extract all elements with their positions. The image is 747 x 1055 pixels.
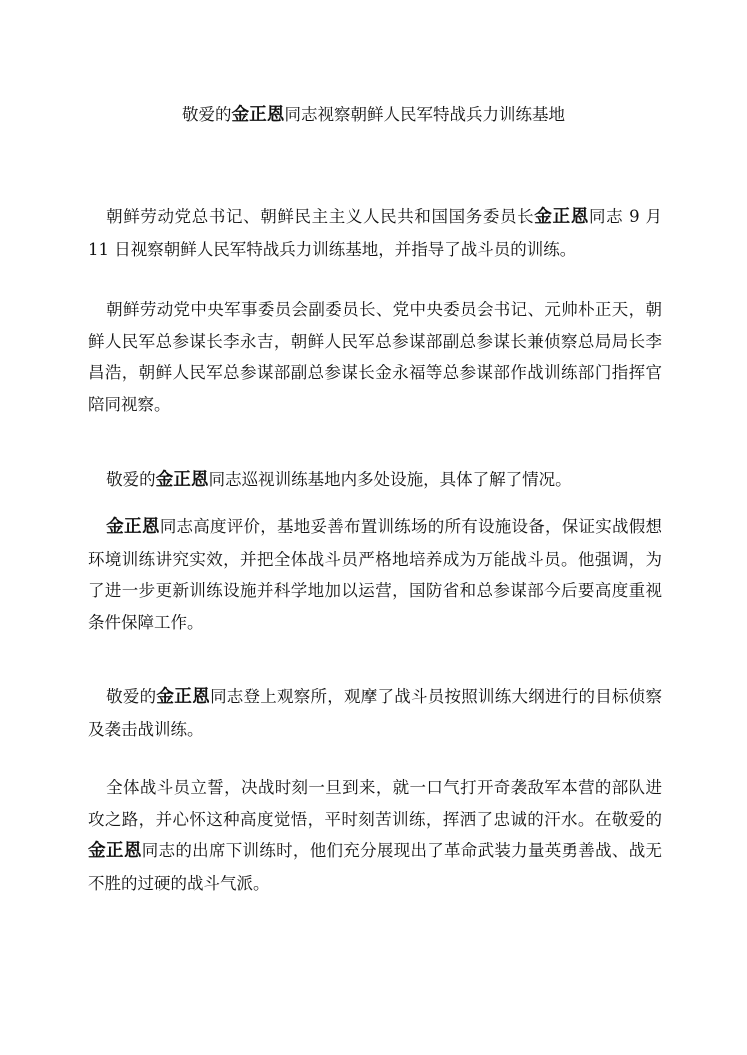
paragraph-2-text: 朝鲜劳动党中央军事委员会副委员长、党中央委员会书记、元帅朴正天，朝鲜人民军总参谋长李永吉，朝鲜人民军总参谋部副总参谋长兼侦察总局局长李昌浩，朝鲜人民军总参谋部副总参谋长金永福等总参谋部作战训练部门指挥官陪同视察。 <box>88 300 662 414</box>
paragraph-5-before: 敬爱的 <box>106 687 157 706</box>
title-name: 金正恩 <box>231 105 285 125</box>
title-prefix: 敬爱的 <box>182 105 232 124</box>
paragraph-4-name: 金正恩 <box>106 517 160 537</box>
paragraph-1-after: 同志 9 月 11 日视察朝鲜人民军特战兵力训练基地，并指导了战斗员的训练。 <box>88 207 662 259</box>
paragraph-2 <box>88 294 662 420</box>
document-title <box>0 103 747 127</box>
paragraph-4 <box>88 511 662 638</box>
paragraph-3-name: 金正恩 <box>155 470 209 490</box>
paragraph-5-after: 同志登上观察所，观摩了战斗员按照训练大纲进行的目标侦察及袭击战训练。 <box>88 687 663 739</box>
paragraph-6-before: 全体战斗员立誓，决战时刻一旦到来，就一口气打开奇袭敌军本营的部队进攻之路，并心怀这种高度觉悟，平时刻苦训练，挥洒了忠诚的汗水。在敬爱的 <box>88 778 662 829</box>
paragraph-6-name: 金正恩 <box>88 841 142 861</box>
paragraph-5 <box>88 681 662 745</box>
paragraph-1-before: 朝鲜劳动党总书记、朝鲜民主主义人民共和国国务委员长 <box>106 207 535 226</box>
paragraph-3 <box>88 464 662 497</box>
paragraph-3-after: 同志巡视训练基地内多处设施，具体了解了情况。 <box>208 470 572 489</box>
paragraph-6-after: 同志的出席下训练时，他们充分展现出了革命武装力量英勇善战、战无不胜的过硬的战斗气派。 <box>88 841 663 893</box>
paragraph-1-name: 金正恩 <box>534 207 590 227</box>
paragraph-6 <box>88 772 662 899</box>
paragraph-3-before: 敬爱的 <box>106 470 156 489</box>
title-suffix: 同志视察朝鲜人民军特战兵力训练基地 <box>284 105 565 124</box>
paragraph-1 <box>88 201 662 265</box>
paragraph-4-after: 同志高度评价，基地妥善布置训练场的所有设施设备，保证实战假想环境训练讲究实效，并把全体战斗员严格地培养成为万能战斗员。他强调，为了进一步更新训练设施并科学地加以运营，国防省和总参谋部今后要高度重视条件保障工作。 <box>88 517 663 632</box>
paragraph-5-name: 金正恩 <box>156 687 211 707</box>
